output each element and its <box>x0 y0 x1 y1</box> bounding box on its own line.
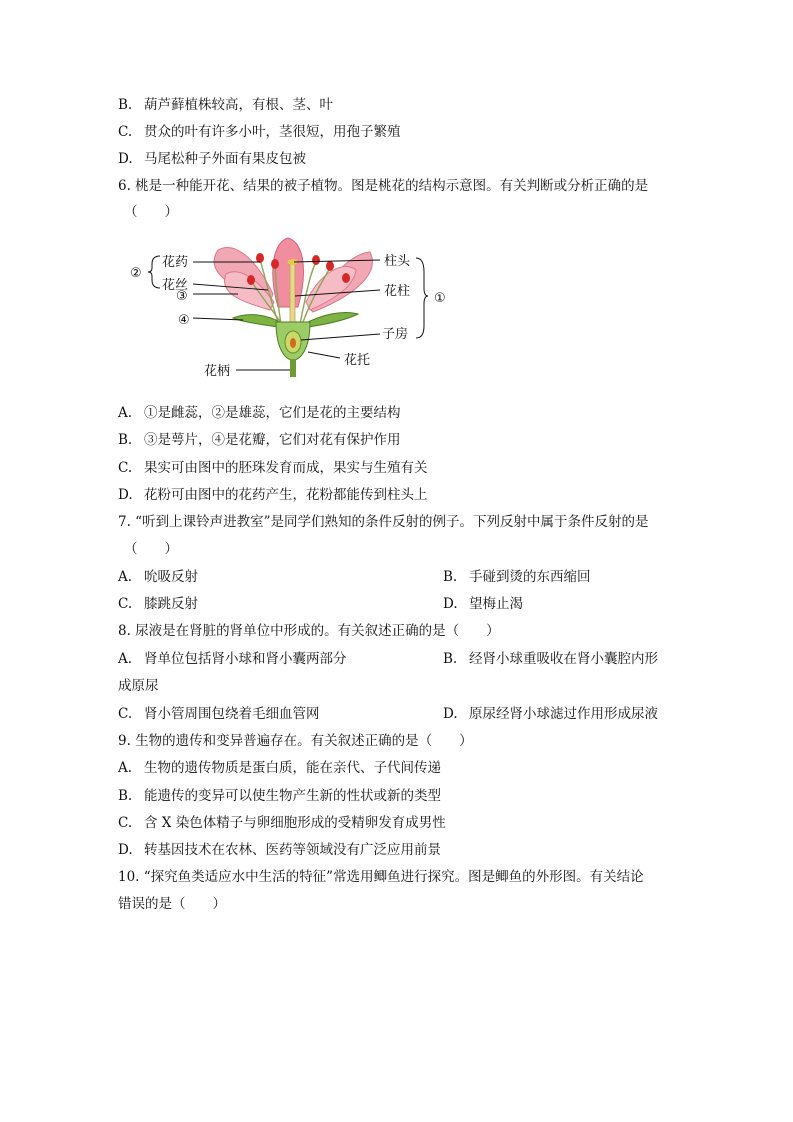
brace-right <box>416 258 428 338</box>
q6-option-c <box>118 459 428 477</box>
option-text: 葫芦藓植株较高，有根、茎、叶 <box>144 97 333 113</box>
option-letter: B. <box>118 788 133 804</box>
q9-option-c <box>118 814 446 832</box>
label-style: 花柱 <box>384 284 411 299</box>
q6-stem: 6. 桃是一种能开花、结果的被子植物。图是桃花的结构示意图。有关判断或分析正确的是 <box>118 178 649 194</box>
q9-option-d <box>118 841 441 859</box>
anther-3 <box>312 255 320 265</box>
option-letter: B. <box>118 432 133 448</box>
label-num-3: ③ <box>176 289 188 304</box>
option-letter: A. <box>118 405 133 421</box>
peach-flower-svg <box>118 232 448 382</box>
option-letter: D. <box>118 151 133 167</box>
brace-left <box>148 256 160 288</box>
q7-option-c <box>118 595 198 613</box>
label-ovary: 子房 <box>382 327 409 342</box>
q8-option-b <box>443 650 658 668</box>
option-text: 生物的遗传物质是蛋白质，能在亲代、子代间传递 <box>144 760 441 776</box>
sepal-right <box>304 312 358 327</box>
q5-option-d <box>118 150 306 168</box>
ovule <box>290 338 296 348</box>
label-anther: 花药 <box>162 255 189 270</box>
q10-stem-continued: 错误的是（ ） <box>118 896 226 912</box>
q8-option-c <box>118 705 320 723</box>
option-letter: D. <box>443 596 458 612</box>
pedicel <box>290 359 296 377</box>
q7-answer-paren: （ ） <box>124 541 178 557</box>
option-text: ①是雌蕊，②是雄蕊，它们是花的主要结构 <box>144 405 401 421</box>
q6-option-a <box>118 404 401 422</box>
label-receptacle: 花托 <box>344 353 371 368</box>
option-text: 肾单位包括肾小球和肾小囊两部分 <box>144 651 347 667</box>
q7-option-a <box>118 568 198 586</box>
option-text: 转基因技术在农林、医药等领域没有广泛应用前景 <box>144 842 441 858</box>
q9-option-b <box>118 787 441 805</box>
q8-option-b-continued: 成原尿 <box>118 678 159 694</box>
option-letter: C. <box>118 124 133 140</box>
option-text: ③是萼片，④是花瓣，它们对花有保护作用 <box>144 432 401 448</box>
option-letter: C. <box>118 706 133 722</box>
anther-4 <box>326 261 334 271</box>
q8-option-a <box>118 650 347 668</box>
option-text: 经肾小球重吸收在肾小囊腔内形 <box>469 651 658 667</box>
option-letter: D. <box>118 842 133 858</box>
q5-option-c <box>118 123 401 141</box>
option-text: 原尿经肾小球滤过作用形成尿液 <box>469 706 658 722</box>
option-text: 肾小管周围包绕着毛细血管网 <box>144 706 320 722</box>
q5-option-b <box>118 96 333 114</box>
q7-stem: 7. “听到上课铃声进教室”是同学们熟知的条件反射的例子。下列反射中属于条件反射的是 <box>118 514 649 530</box>
q6-answer-paren: （ ） <box>124 204 178 220</box>
option-text: 贯众的叶有许多小叶，茎很短，用孢子繁殖 <box>144 124 401 140</box>
option-letter: C. <box>118 460 133 476</box>
option-text: 膝跳反射 <box>144 596 198 612</box>
q10-stem: 10. “探究鱼类适应水中生活的特征”常选用鲫鱼进行探究。图是鲫鱼的外形图。有关结论 <box>118 869 644 885</box>
option-letter: D. <box>443 706 458 722</box>
q9-stem: 9. 生物的遗传和变异普遍存在。有关叙述正确的是（ ） <box>118 733 473 749</box>
option-letter: B. <box>118 97 133 113</box>
label-filament: 花丝 <box>162 278 189 293</box>
option-text: 能遗传的变异可以使生物产生新的性状或新的类型 <box>144 788 441 804</box>
anther-1 <box>256 253 264 263</box>
option-letter: A. <box>118 651 133 667</box>
option-text: 花粉可由图中的花药产生，花粉都能传到柱头上 <box>144 487 428 503</box>
q7-option-d <box>443 595 523 613</box>
option-letter: B. <box>443 569 458 585</box>
label-stigma: 柱头 <box>384 254 411 269</box>
peach-flower-diagram <box>118 232 448 382</box>
option-letter: D. <box>118 487 133 503</box>
q9-option-a <box>118 759 441 777</box>
option-letter: B. <box>443 651 458 667</box>
label-num-2: ② <box>130 266 142 281</box>
option-letter: A. <box>118 569 133 585</box>
label-pedicel: 花柄 <box>204 364 231 379</box>
anther-5 <box>247 275 255 285</box>
q6-option-d <box>118 486 428 504</box>
option-letter: C. <box>118 596 133 612</box>
anther-6 <box>342 273 350 283</box>
label-num-1: ① <box>434 291 446 306</box>
option-text: 手碰到烫的东西缩回 <box>469 569 591 585</box>
option-text: 吮吸反射 <box>144 569 198 585</box>
q7-option-b <box>443 568 591 586</box>
q8-option-d <box>443 705 658 723</box>
option-text: 含 X 染色体精子与卵细胞形成的受精卵发育成男性 <box>144 815 446 831</box>
option-text: 望梅止渴 <box>469 596 523 612</box>
label-num-4: ④ <box>178 313 190 328</box>
option-letter: C. <box>118 815 133 831</box>
option-text: 马尾松种子外面有果皮包被 <box>144 151 306 167</box>
q6-option-b <box>118 431 401 449</box>
option-text: 果实可由图中的胚珠发育而成，果实与生殖有关 <box>144 460 428 476</box>
option-letter: A. <box>118 760 133 776</box>
anther-2 <box>271 259 279 269</box>
q8-stem: 8. 尿液是在肾脏的肾单位中形成的。有关叙述正确的是（ ） <box>118 623 500 639</box>
